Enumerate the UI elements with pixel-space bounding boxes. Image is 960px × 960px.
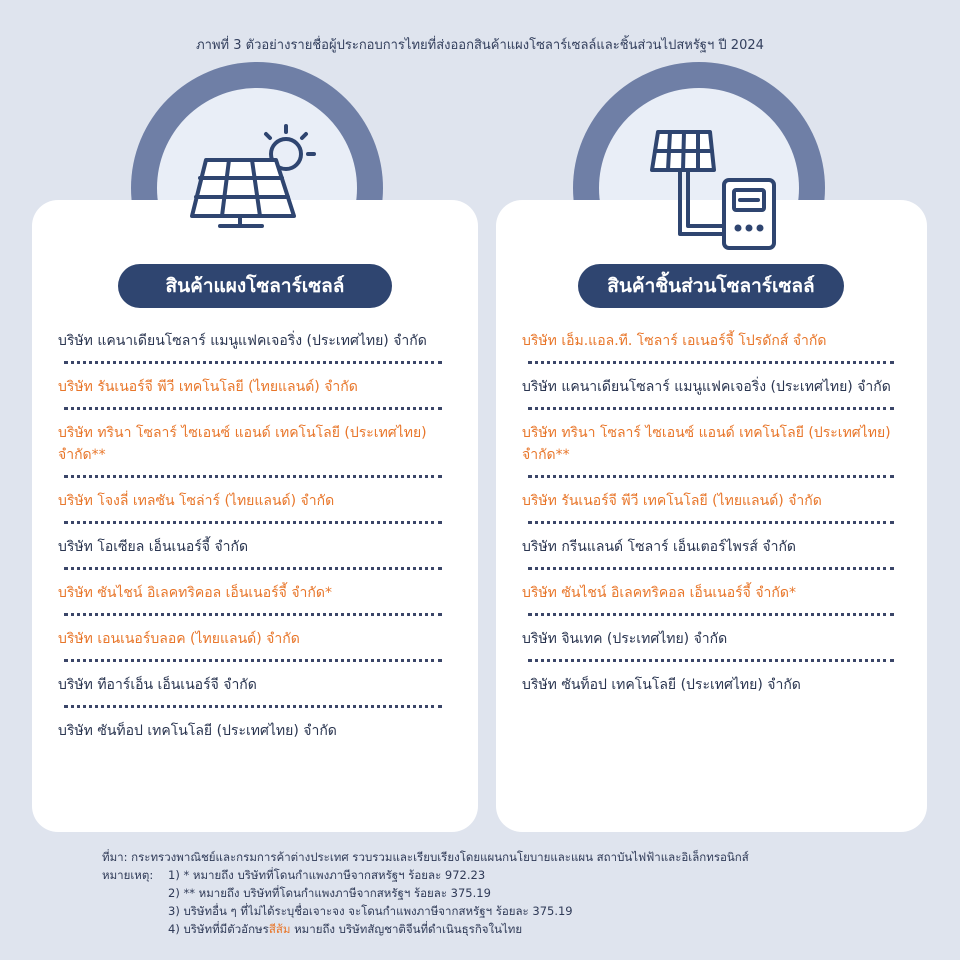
note-2: 2) ** หมายถึง บริษัทที่โดนกำแพงภาษีจากสหรัฐฯ ร้อยละ 375.19: [168, 886, 491, 900]
list-item: บริษัท แคนาเดียนโซลาร์ แมนูแฟคเจอริ่ง (ประเทศไทย) จำกัด: [522, 364, 894, 410]
footer-notes: [102, 848, 749, 938]
list-item: บริษัท รันเนอร์จี พีวี เทคโนโลยี (ไทยแลนด์) จำกัด: [58, 364, 442, 410]
right-company-list: [522, 318, 894, 708]
solar-panel-sun-icon: [190, 118, 316, 230]
list-item: บริษัท แคนาเดียนโซลาร์ แมนูแฟคเจอริ่ง (ประเทศไทย) จำกัด: [58, 318, 442, 364]
source-text: ที่มา: กระทรวงพาณิชย์และกรมการค้าต่างประเทศ รวบรวมและเรียบเรียงโดยแผนกนโยบายและแผน สถาบันไฟฟ้าและอิเล็กทรอนิกส์: [102, 850, 749, 864]
note-4-highlight: สีส้ม: [268, 922, 291, 936]
list-item: บริษัท ทรินา โซลาร์ ไซเอนซ์ แอนด์ เทคโนโลยี (ประเทศไทย) จำกัด**: [522, 410, 894, 478]
list-item: บริษัท ซันท็อป เทคโนโลยี (ประเทศไทย) จำกัด: [522, 677, 801, 693]
note-4-prefix: 4) บริษัทที่มีตัวอักษร: [168, 922, 269, 936]
list-item: บริษัท ซันไชน์ อิเลคทริคอล เอ็นเนอร์จี้ จำกัด*: [58, 570, 442, 616]
note-4-suffix: หมายถึง บริษัทสัญชาติจีนที่ดำเนินธุรกิจในไทย: [290, 922, 523, 936]
left-panel-heading: สินค้าแผงโซลาร์เซลล์: [118, 264, 392, 308]
list-item: บริษัท เอ็ม.แอล.ที. โซลาร์ เอเนอร์จี้ โปรดักส์ จำกัด: [522, 318, 894, 364]
page-title: ภาพที่ 3 ตัวอย่างรายชื่อผู้ประกอบการไทยที่ส่งออกสินค้าแผงโซลาร์เซลล์และชิ้นส่วนไปสหรัฐฯ ปี 2024: [196, 38, 764, 53]
notes-label: หมายเหตุ:: [102, 868, 154, 882]
list-item: บริษัท จินเทค (ประเทศไทย) จำกัด: [522, 616, 894, 662]
note-3: 3) บริษัทอื่น ๆ ที่ไม่ได้ระบุชื่อเจาะจง จะโดนกำแพงภาษีจากสหรัฐฯ ร้อยละ 375.19: [168, 904, 573, 918]
list-item: บริษัท ซันท็อป เทคโนโลยี (ประเทศไทย) จำกัด: [58, 723, 337, 739]
list-item: บริษัท ซันไชน์ อิเลคทริคอล เอ็นเนอร์จี้ จำกัด*: [522, 570, 894, 616]
list-item: บริษัท รันเนอร์จี พีวี เทคโนโลยี (ไทยแลนด์) จำกัด: [522, 478, 894, 524]
list-item: บริษัท กรีนแลนด์ โซลาร์ เอ็นเตอร์ไพรส์ จำกัด: [522, 524, 894, 570]
solar-inverter-icon: [648, 128, 778, 252]
note-4: [102, 920, 749, 938]
list-item: บริษัท ทรินา โซลาร์ ไซเอนซ์ แอนด์ เทคโนโลยี (ประเทศไทย) จำกัด**: [58, 410, 442, 478]
list-item: บริษัท ทีอาร์เอ็น เอ็นเนอร์จี จำกัด: [58, 662, 442, 708]
list-item: บริษัท เอนเนอร์บลอค (ไทยแลนด์) จำกัด: [58, 616, 442, 662]
left-company-list: [58, 318, 442, 754]
list-item: บริษัท โจงลี่ เทลซัน โซล่าร์ (ไทยแลนด์) จำกัด: [58, 478, 442, 524]
right-panel-heading: สินค้าชิ้นส่วนโซลาร์เซลล์: [578, 264, 844, 308]
note-1: 1) * หมายถึง บริษัทที่โดนกำแพงภาษีจากสหรัฐฯ ร้อยละ 972.23: [168, 868, 486, 882]
list-item: บริษัท โอเซียล เอ็นเนอร์จี้ จำกัด: [58, 524, 442, 570]
